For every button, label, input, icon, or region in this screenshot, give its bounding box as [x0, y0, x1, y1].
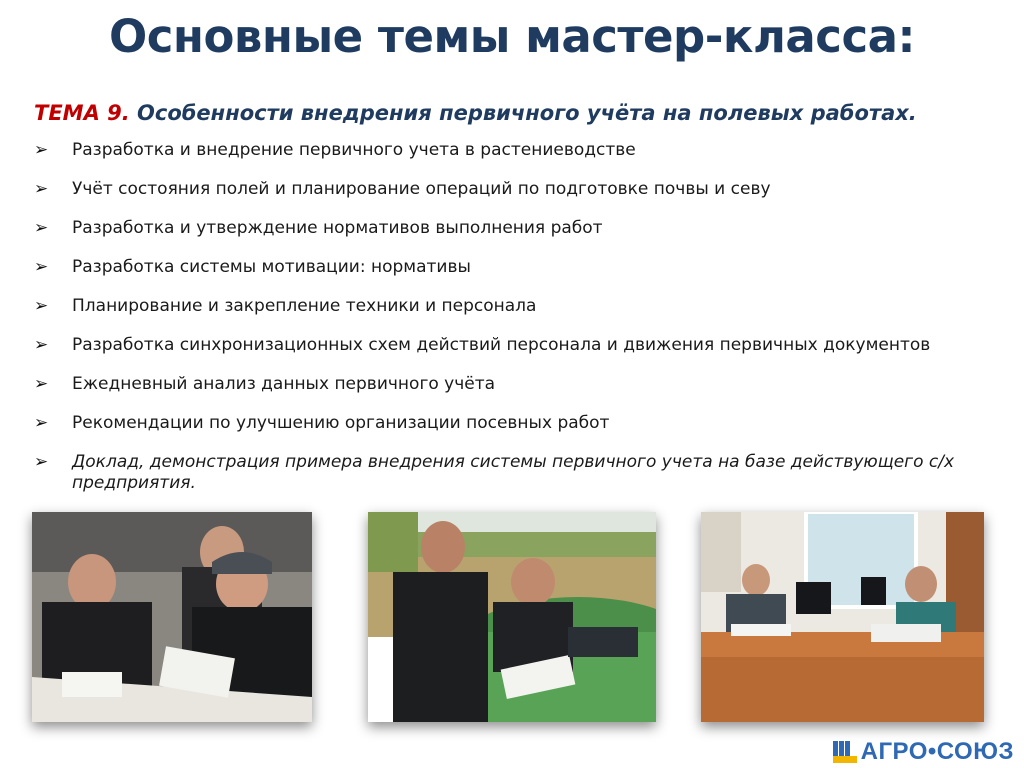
bullet-arrow-icon: ➢ — [34, 452, 49, 472]
bullet-arrow-icon: ➢ — [34, 413, 49, 433]
topic-number: ТЕМА 9. — [34, 101, 130, 125]
list-item-text: Доклад, демонстрация примера внедрения системы первичного учета на базе действующего с/х предприятия. — [72, 452, 955, 493]
list-item-text: Разработка системы мотивации: нормативы — [72, 257, 471, 277]
list-item-text: Разработка и утверждение нормативов выполнения работ — [72, 218, 603, 238]
list-item — [34, 374, 1009, 395]
bullet-arrow-icon: ➢ — [34, 296, 49, 316]
photo-office-staff — [701, 512, 984, 722]
list-item — [34, 179, 1009, 200]
list-item — [34, 296, 1009, 317]
list-item-text: Разработка и внедрение первичного учета в растениеводстве — [72, 140, 636, 160]
logo-text: АГРО•СОЮЗ — [860, 738, 1014, 765]
logo-mark-icon — [833, 741, 857, 763]
bullet-arrow-icon: ➢ — [34, 374, 49, 394]
photo-field-consultation — [368, 512, 656, 722]
list-item — [34, 257, 1009, 278]
list-item — [34, 413, 1009, 434]
photo-training-class — [32, 512, 312, 722]
list-item-text: Планирование и закрепление техники и персонала — [72, 296, 537, 316]
list-item-text: Разработка синхронизационных схем действий персонала и движения первичных документов — [72, 335, 931, 355]
topic-text: Особенности внедрения первичного учёта на полевых работах. — [129, 101, 917, 125]
slide-title: Основные темы мастер-класса: — [108, 10, 916, 63]
topics-list — [34, 140, 1009, 494]
bullet-arrow-icon: ➢ — [34, 179, 49, 199]
bullet-arrow-icon: ➢ — [34, 257, 49, 277]
agro-soyuz-logo — [833, 738, 1014, 766]
list-item — [34, 452, 1009, 494]
list-item — [34, 140, 1009, 161]
list-item — [34, 218, 1009, 239]
bullet-arrow-icon: ➢ — [34, 218, 49, 238]
bullet-arrow-icon: ➢ — [34, 140, 49, 160]
topic-heading — [34, 101, 917, 125]
list-item-text: Ежедневный анализ данных первичного учёта — [72, 374, 496, 394]
list-item — [34, 335, 1009, 356]
list-item-text: Учёт состояния полей и планирование операций по подготовке почвы и севу — [72, 179, 771, 199]
bullet-arrow-icon: ➢ — [34, 335, 49, 355]
list-item-text: Рекомендации по улучшению организации посевных работ — [72, 413, 610, 433]
